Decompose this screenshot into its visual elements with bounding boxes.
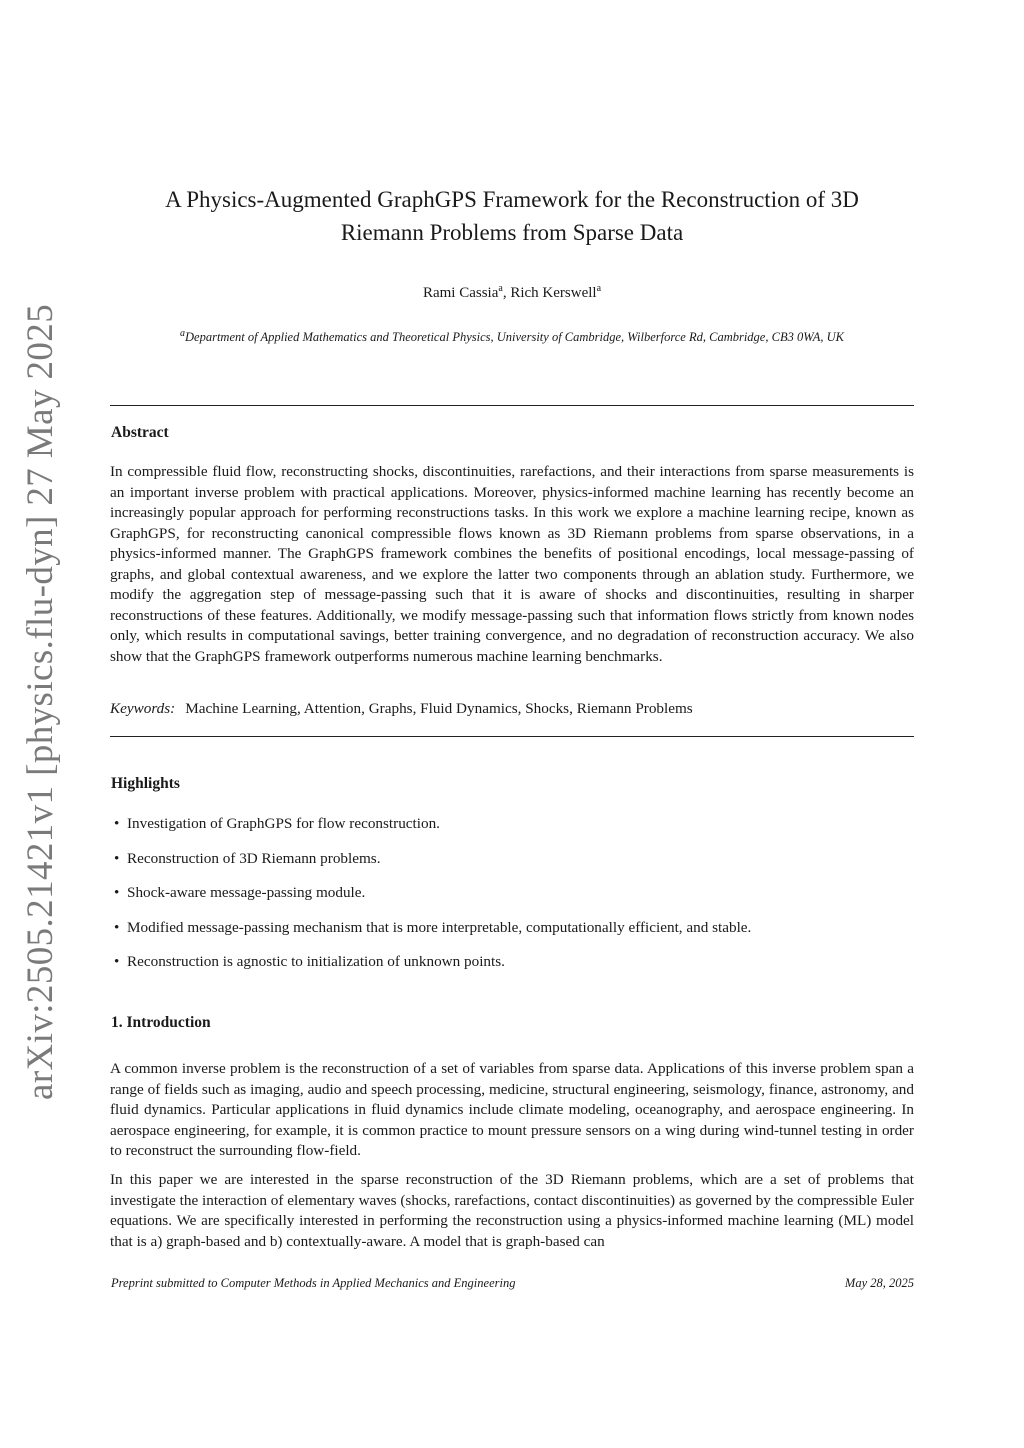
highlight-item: • Investigation of GraphGPS for flow reconstruction. xyxy=(110,815,751,850)
footer-date: May 28, 2025 xyxy=(844,1276,914,1290)
author-affil-marker: a xyxy=(498,283,503,294)
title-line-1: A Physics-Augmented GraphGPS Framework for the Reconstruction of 3D xyxy=(165,187,859,212)
abstract-top-rule xyxy=(110,405,914,406)
paper-title xyxy=(110,183,914,249)
highlight-item: • Reconstruction of 3D Riemann problems. xyxy=(110,850,751,885)
introduction-paragraph: In this paper we are interested in the sparse reconstruction of the 3D Riemann problems, which are a set of problems that investigate the interaction of elementary waves (shocks, rarefactions, contact discontinuities) as governed by the compressible Euler equations. We are specifically interested in performing the reconstruction using a physics-informed machine learning (ML) model that is a) graph-based and b) contextually-aware. A model that is graph-based can xyxy=(110,1171,914,1250)
keywords-label: Keywords: xyxy=(110,700,176,717)
author-affil-marker: a xyxy=(596,283,602,294)
introduction-paragraph: A common inverse problem is the reconstruction of a set of variables from sparse data. Applications of this inverse problem span a range of fields such as imaging, audio and speech processing, medicine, structural engineering, seismology, finance, astronomy, and fluid dynamics. Particular applications in fluid dynamics include climate modeling, oceanography, and aerospace engineering. In aerospace engineering, for example, it is common practice to mount pressure sensors on a wing during wind-tunnel testing in order to reconstruct the surrounding flow-field. xyxy=(110,1060,914,1159)
abstract-heading: Abstract xyxy=(111,424,169,441)
highlight-item: • Reconstruction is agnostic to initialization of unknown points. xyxy=(110,953,751,988)
keywords-text: Machine Learning, Attention, Graphs, Fluid Dynamics, Shocks, Riemann Problems xyxy=(185,700,693,717)
highlight-item: • Shock-aware message-passing module. xyxy=(110,884,751,919)
affiliation-marker: a xyxy=(180,328,185,339)
author-name: Rami Cassia xyxy=(422,285,499,301)
affiliation xyxy=(110,328,914,345)
highlights-list xyxy=(110,815,751,988)
introduction-heading: 1. Introduction xyxy=(111,1014,211,1031)
footer-journal: Preprint submitted to Computer Methods in Applied Mechanics and Engineering xyxy=(111,1276,516,1290)
abstract-bottom-rule xyxy=(110,736,914,737)
highlights-heading: Highlights xyxy=(111,775,180,792)
author-list xyxy=(110,283,914,302)
keywords xyxy=(110,700,693,718)
arxiv-identifier: arXiv:2505.21421v1 [physics.flu-dyn] 27 May 2025 xyxy=(20,303,61,1100)
abstract-text: In compressible fluid flow, reconstructing shocks, discontinuities, rarefactions, and their interactions from sparse measurements is an important inverse problem with practical applications. Moreover, physics-informed machine learning has recently become an increasingly popular approach for performing reconstructions tasks. In this work we explore a machine learning recipe, known as GraphGPS, for reconstructing canonical compressible flows known as 3D Riemann problems from sparse observations, in a physics-informed manner. The GraphGPS framework combines the benefits of positional encodings, local message-passing of graphs, and global contextual awareness, and we explore the latter two components through an ablation study. Furthermore, we modify the aggregation step of message-passing such that it is aware of shocks and discontinuities, resulting in sharper reconstructions of these features. Additionally, we modify message-passing such that information flows strictly from known nodes only, which results in computational savings, better training convergence, and no degradation of reconstruction accuracy. We also show that the GraphGPS framework outperforms numerous machine learning benchmarks. xyxy=(110,463,914,665)
affiliation-text: Department of Applied Mathematics and Theoretical Physics, University of Cambridge, Wilberforce Rd, Cambridge, CB3 0WA, UK xyxy=(185,330,844,345)
highlight-item: • Modified message-passing mechanism that is more interpretable, computationally efficient, and stable. xyxy=(110,919,751,954)
author-separator: , xyxy=(502,285,511,301)
author-name: Rich Kerswell xyxy=(510,285,597,301)
title-line-2: Riemann Problems from Sparse Data xyxy=(340,220,684,245)
